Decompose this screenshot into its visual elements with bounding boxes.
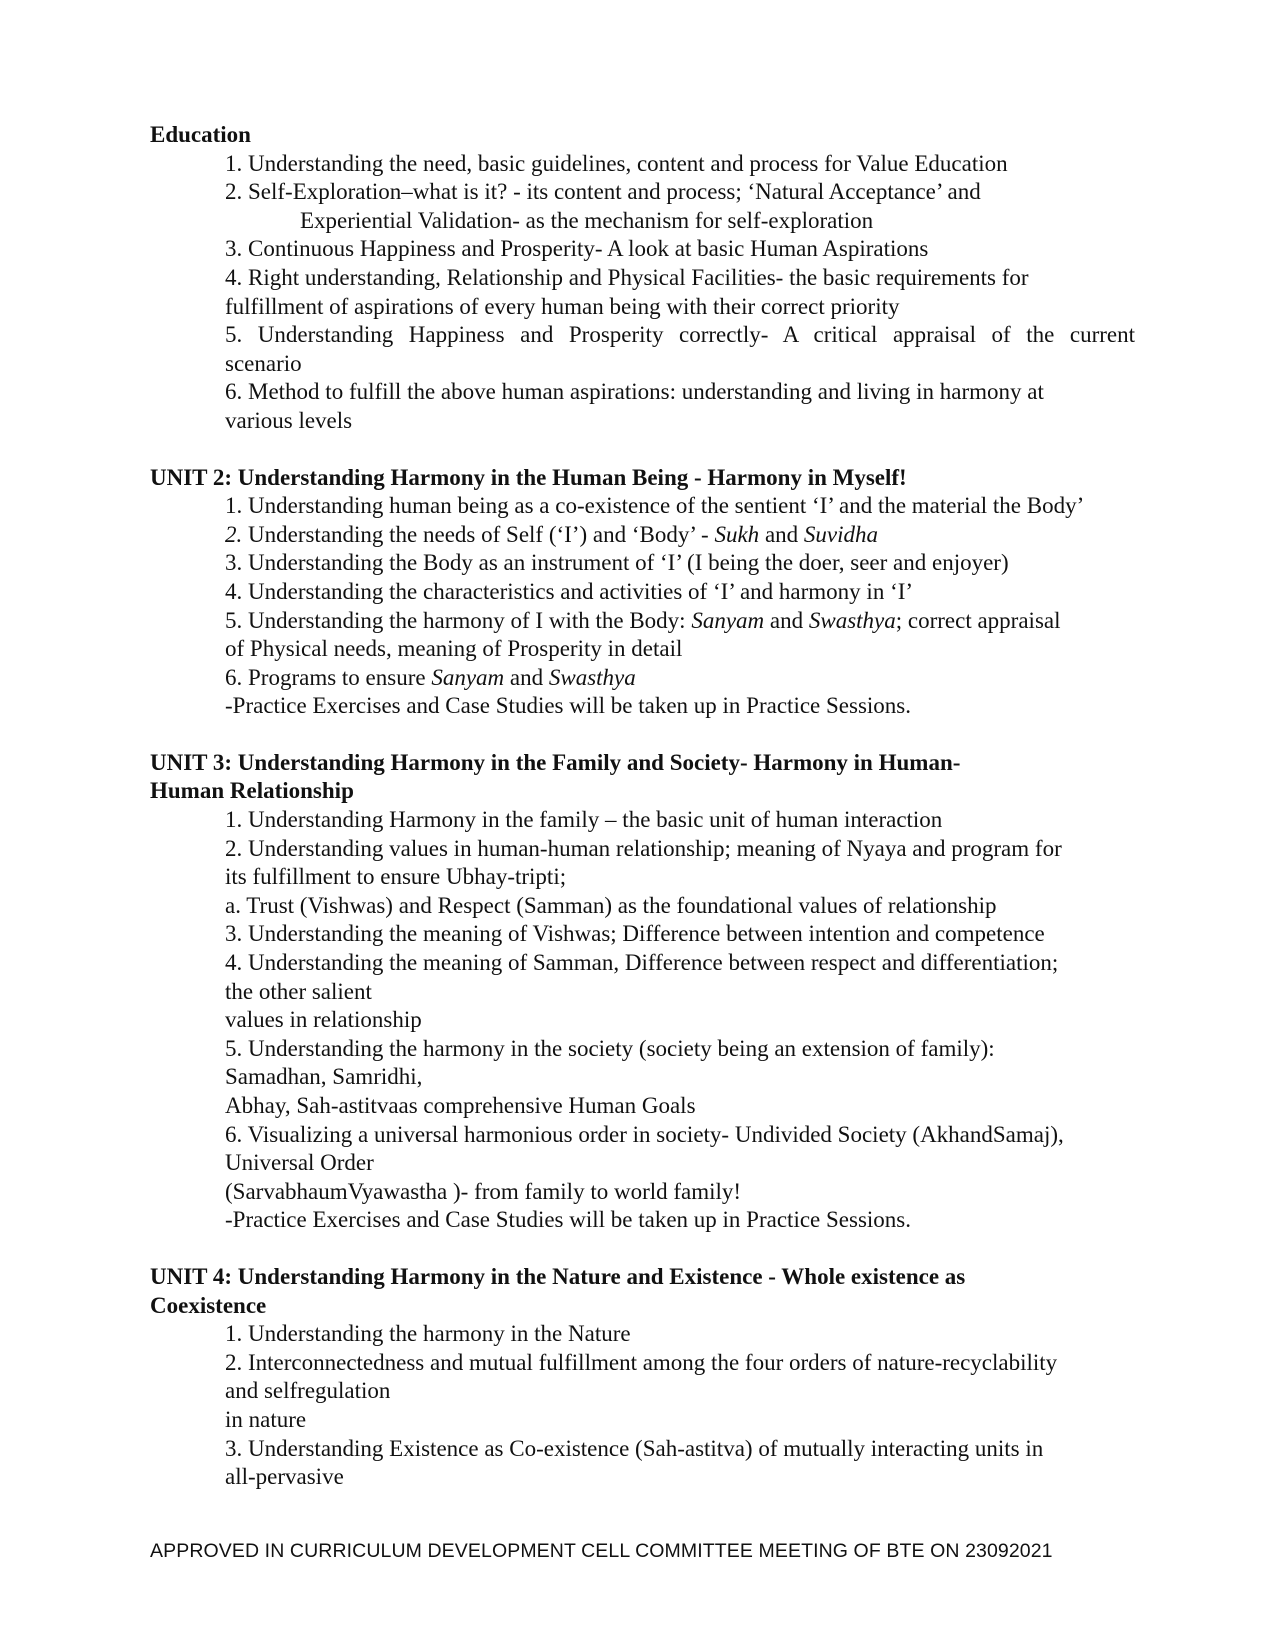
section-gap xyxy=(150,436,1135,464)
italic-term: Swasthya xyxy=(548,664,636,690)
list-item: 1. Understanding the need, basic guidelines, content and process for Value Education xyxy=(225,150,1008,176)
list-item-continuation: Abhay, Sah-astitvaas comprehensive Human Goals xyxy=(225,1093,696,1118)
list-item-continuation: the other salient xyxy=(225,978,372,1004)
list-item xyxy=(150,521,1135,550)
list-item-continuation: Experiential Validation- as the mechanism for self-exploration xyxy=(300,207,874,233)
list-item-continuation: in nature xyxy=(225,1406,307,1432)
section-heading-unit-4-cont: Coexistence xyxy=(150,1292,267,1318)
list-item-continuation: fulfillment of aspirations of every human being with their correct priority xyxy=(225,293,900,319)
list-item xyxy=(150,664,1135,693)
list-item: 3. Understanding the Body as an instrument of ‘I’ (I being the doer, seer and enjoyer) xyxy=(225,550,1009,576)
list-item-continuation: scenario xyxy=(225,350,302,376)
list-item-continuation: all-pervasive xyxy=(225,1464,344,1490)
list-item: 2. Interconnectedness and mutual fulfillment among the four orders of nature-recyclability xyxy=(225,1349,1058,1375)
list-item: 3. Understanding Existence as Co-existence (Sah-astitva) of mutually interacting units in xyxy=(225,1435,1044,1461)
text-run: Understanding the needs of Self (‘I’) and ‘Body’ - xyxy=(242,521,715,547)
list-item: -Practice Exercises and Case Studies will be taken up in Practice Sessions. xyxy=(225,1207,911,1233)
list-item: 1. Understanding Harmony in the family – the basic unit of human interaction xyxy=(225,807,943,833)
list-item: 5. Understanding the harmony in the society (society being an extension of family): xyxy=(225,1035,995,1061)
section-heading-education: Education xyxy=(150,122,251,147)
text-run: and xyxy=(504,664,549,690)
list-item: 4. Understanding the characteristics and activities of ‘I’ and harmony in ‘I’ xyxy=(225,578,914,604)
italic-term: Sukh xyxy=(714,521,760,547)
list-item: 5. Understanding Happiness and Prosperity correctly- A critical appraisal of the current xyxy=(225,322,1135,348)
italic-term: Swasthya xyxy=(808,607,896,633)
list-item-continuation: its fulfillment to ensure Ubhay-tripti; xyxy=(225,864,567,890)
page-footer: APPROVED IN CURRICULUM DEVELOPMENT CELL COMMITTEE MEETING OF BTE ON 23092021 xyxy=(150,1540,1053,1562)
section-gap xyxy=(150,721,1135,749)
text-run: ; correct appraisal xyxy=(895,607,1061,633)
italic-term: Suvidha xyxy=(803,521,879,547)
section-heading-unit-4: UNIT 4: Understanding Harmony in the Nature and Existence - Whole existence as xyxy=(150,1263,966,1289)
list-item: a. Trust (Vishwas) and Respect (Samman) as the foundational values of relationship xyxy=(225,892,997,918)
list-item-continuation: Universal Order xyxy=(225,1150,374,1176)
list-item: 4. Right understanding, Relationship and Physical Facilities- the basic requirements for xyxy=(225,264,1029,290)
list-item: 2. Understanding values in human-human relationship; meaning of Nyaya and program for xyxy=(225,835,1062,861)
section-heading-unit-3: UNIT 3: Understanding Harmony in the Family and Society- Harmony in Human- xyxy=(150,749,961,775)
list-item-continuation: values in relationship xyxy=(225,1007,422,1033)
list-item-continuation: of Physical needs, meaning of Prosperity in detail xyxy=(225,636,683,662)
text-run: 6. Programs to ensure xyxy=(225,664,432,690)
list-item-continuation: Samadhan, Samridhi, xyxy=(225,1064,423,1090)
list-item: 6. Method to fulfill the above human aspirations: understanding and living in harmony at xyxy=(225,379,1044,405)
list-item-continuation: various levels xyxy=(225,407,353,433)
list-item: 2. Self-Exploration–what is it? - its content and process; ‘Natural Acceptance’ and xyxy=(225,179,981,205)
list-item-continuation: and selfregulation xyxy=(225,1378,391,1404)
section-heading-unit-3-cont: Human Relationship xyxy=(150,778,354,804)
list-item: -Practice Exercises and Case Studies will be taken up in Practice Sessions. xyxy=(225,693,911,719)
list-number: 2. xyxy=(225,521,243,547)
list-item: 1. Understanding the harmony in the Nature xyxy=(225,1321,631,1347)
text-run: and xyxy=(764,607,809,633)
italic-term: Sanyam xyxy=(691,607,765,633)
document-body xyxy=(150,121,1135,1492)
section-heading-unit-2: UNIT 2: Understanding Harmony in the Human Being - Harmony in Myself! xyxy=(150,464,907,490)
list-item: 1. Understanding human being as a co-existence of the sentient ‘I’ and the material the Body’ xyxy=(225,493,1085,519)
list-item: 3. Understanding the meaning of Vishwas; Difference between intention and competence xyxy=(225,921,1045,947)
list-item xyxy=(150,607,1135,636)
italic-term: Sanyam xyxy=(431,664,505,690)
list-item-continuation: (SarvabhaumVyawastha )- from family to world family! xyxy=(225,1178,742,1204)
text-run: 5. Understanding the harmony of I with the Body: xyxy=(225,607,692,633)
section-gap xyxy=(150,1235,1135,1263)
text-run: and xyxy=(759,521,804,547)
list-item: 6. Visualizing a universal harmonious order in society- Undivided Society (AkhandSamaj), xyxy=(225,1121,1064,1147)
list-item: 4. Understanding the meaning of Samman, Difference between respect and differentiation; xyxy=(225,950,1059,976)
list-item: 3. Continuous Happiness and Prosperity- A look at basic Human Aspirations xyxy=(225,236,929,262)
